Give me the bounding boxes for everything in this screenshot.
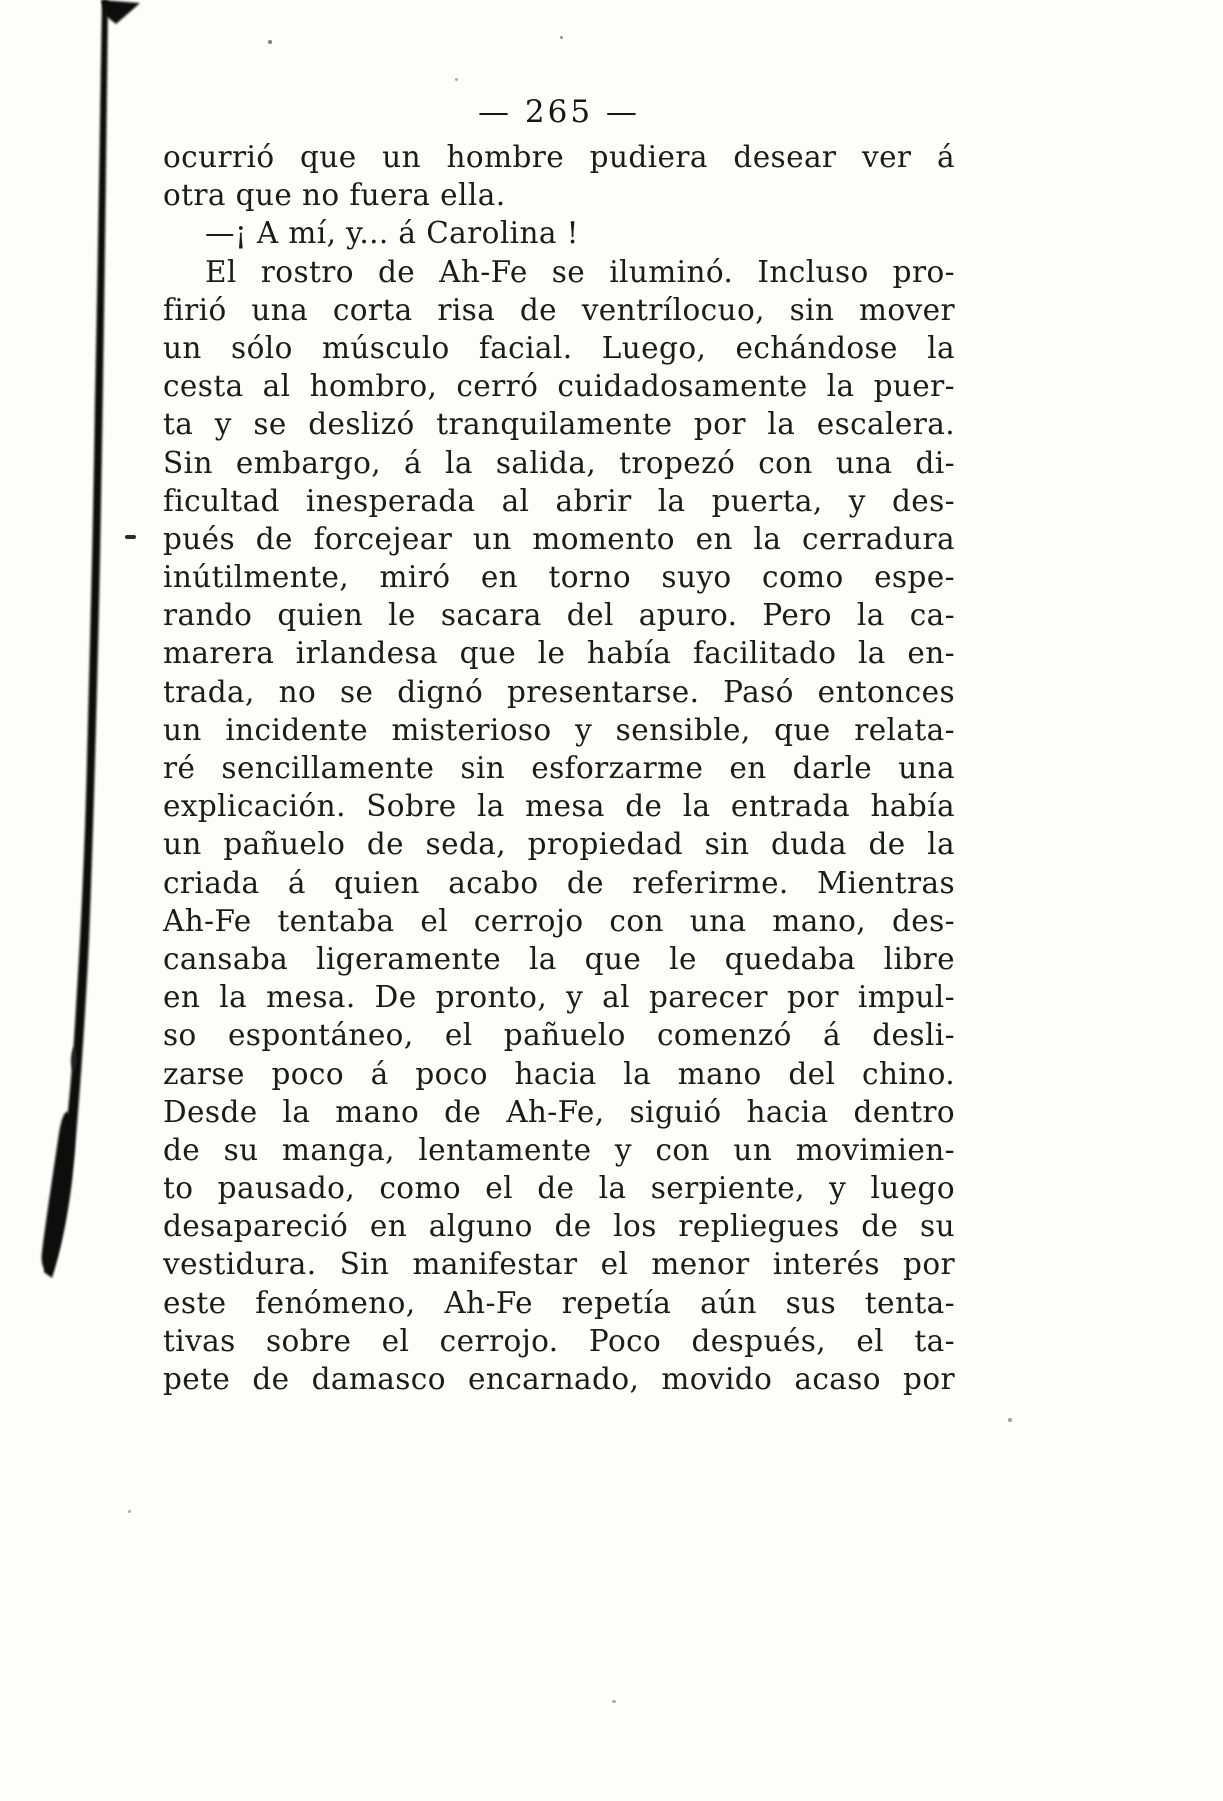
ink-speck — [612, 1700, 616, 1703]
text-line: pete de damasco encarnado, movido acaso por — [163, 1362, 955, 1396]
ink-speck — [125, 535, 136, 539]
text-block — [163, 138, 955, 1398]
text-line: Desde la mano de Ah-Fe, siguió hacia dentro — [163, 1094, 955, 1129]
text-line: un pañuelo de seda, propiedad sin duda de la — [163, 827, 955, 862]
text-line: zarse poco á poco hacia la mano del chino. — [163, 1056, 955, 1091]
text-line: desapareció en alguno de los repliegues de su — [163, 1209, 955, 1244]
text-line: ré sencillamente sin esforzarme en darle una — [163, 751, 955, 785]
text-line: en la mesa. De pronto, y al parecer por impul- — [163, 980, 955, 1015]
text-line: so espontáneo, el pañuelo comenzó á desli- — [163, 1018, 955, 1053]
text-line: otra que no fuera ella. — [163, 178, 506, 213]
ink-speck — [128, 1510, 131, 1513]
ink-streak-artifact — [0, 0, 160, 1801]
text-line: firió una corta risa de ventrílocuo, sin mover — [163, 292, 955, 327]
text-line: pués de forcejear un momento en la cerradura — [163, 521, 955, 556]
page-number: — 265 — — [478, 94, 640, 130]
text-line: ta y se deslizó tranquilamente por la escalera. — [163, 407, 955, 442]
ink-speck — [268, 40, 272, 44]
ink-speck — [455, 78, 458, 81]
ink-speck — [1008, 1418, 1012, 1422]
text-line: cesta al hombro, cerró cuidadosamente la puer- — [163, 369, 955, 404]
text-line: rando quien le sacara del apuro. Pero la ca- — [163, 598, 955, 633]
text-line: explicación. Sobre la mesa de la entrada había — [163, 789, 955, 824]
text-line: cansaba ligeramente la que le quedaba libre — [163, 941, 955, 976]
text-line: trada, no se dignó presentarse. Pasó entonces — [163, 674, 955, 709]
text-line: un incidente misterioso y sensible, que relata- — [163, 712, 955, 747]
text-line: to pausado, como el de la serpiente, y luego — [163, 1171, 955, 1206]
text-line: El rostro de Ah-Fe se iluminó. Incluso pro- — [205, 254, 955, 289]
text-line: ficultad inesperada al abrir la puerta, y des- — [163, 483, 955, 518]
text-line: inútilmente, miró en torno suyo como espe- — [163, 560, 955, 595]
text-line: ocurrió que un hombre pudiera desear ver á — [163, 140, 955, 174]
text-line: vestidura. Sin manifestar el menor interés por — [163, 1247, 955, 1282]
text-line: tivas sobre el cerrojo. Poco después, el ta- — [163, 1323, 955, 1358]
text-line: Sin embargo, á la salida, tropezó con una di- — [163, 445, 955, 480]
text-line: de su manga, lentamente y con un movimien- — [163, 1132, 955, 1167]
text-line: criada á quien acabo de referirme. Mientras — [163, 865, 955, 900]
text-line: Ah-Fe tentaba el cerrojo con una mano, des- — [163, 903, 955, 938]
text-line: marera irlandesa que le había facilitado la en- — [163, 636, 955, 671]
text-line: —¡ A mí, y... á Carolina ! — [205, 216, 579, 251]
text-line: este fenómeno, Ah-Fe repetía aún sus tenta- — [163, 1285, 955, 1320]
ink-speck — [560, 36, 563, 39]
text-line: un sólo músculo facial. Luego, echándose la — [163, 330, 955, 365]
